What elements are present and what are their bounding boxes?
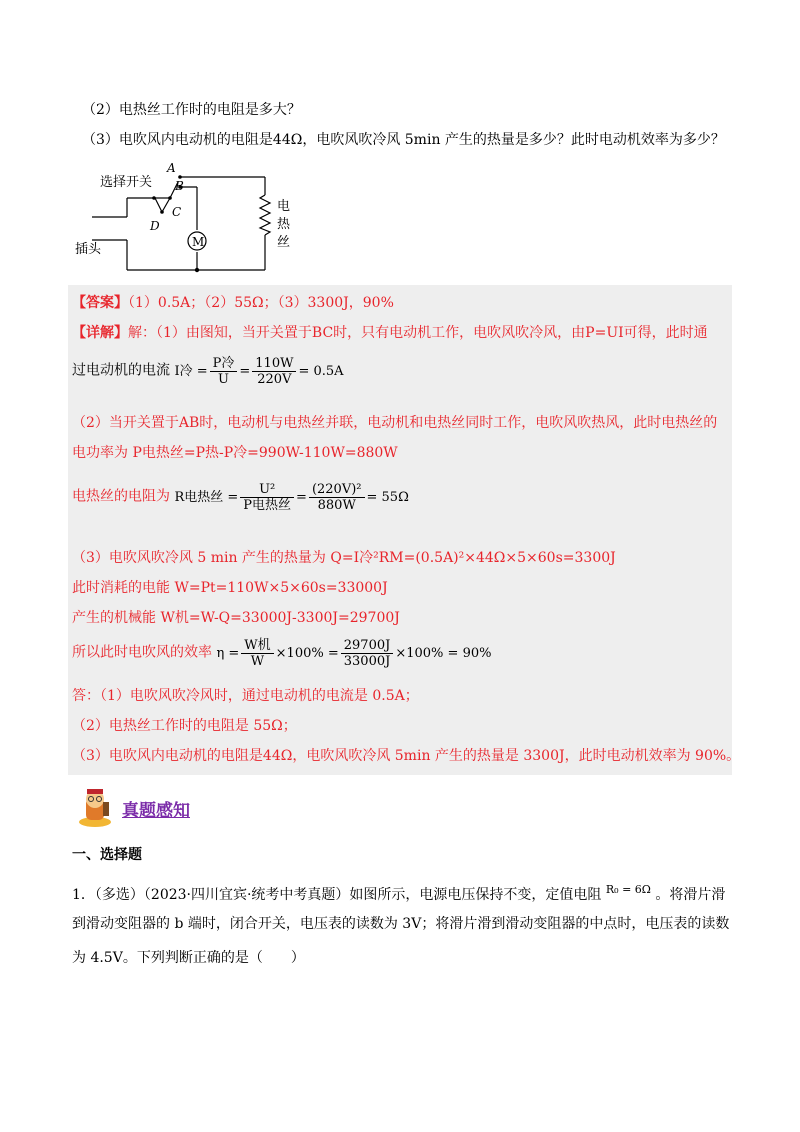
- section-heading: 真题感知: [122, 801, 190, 821]
- point-b-label: B: [175, 179, 184, 193]
- detail-line-6: （3）电吹风吹冷风 5 min 产生的热量为 Q=I冷²RM=(0.5A)²×44Ω×5×60s=3300J: [72, 550, 616, 566]
- current-formula: I冷 = $\frac{\text{P冷}}{U}$ = $\frac{110W}{220V}$ = 0.5A: [174, 356, 344, 387]
- resistance-formula: R电热丝 = $\frac{\text{U²}}{\text{P电热丝}}$ = $\frac{\text{(220V)²}}{880W}$ = 55Ω: [174, 482, 409, 513]
- heater-label-1: 电: [277, 199, 291, 214]
- detail-line-9: 所以此时电吹风的效率 η = $\frac{\text{W机}}{W}$ ×100% = $\frac{29700J}{33000J}$ ×100% = 90%: [72, 638, 492, 669]
- heater-label-3: 丝: [277, 235, 291, 250]
- heater-label-2: 热: [277, 217, 291, 232]
- detail-line-1: 【详解】解：（1）由图知，当开关置于BC时，只有电动机工作，电吹风吹冷风，由P=UI可得，此时通: [72, 325, 708, 341]
- problem-1-line-2: 到滑动变阻器的 b 端时，闭合开关，电压表的读数为 3V；将滑片滑到滑动变阻器的中点时，电压表的读数: [72, 916, 730, 932]
- answer-line: [72, 293, 394, 313]
- detail-line-4: 电功率为 P电热丝=P热-P冷=990W-110W=880W: [72, 445, 398, 461]
- detail-tag: 【详解】: [72, 325, 128, 341]
- plug-label: 插头: [75, 242, 102, 257]
- detail-line-8: 产生的机械能 W机=W-Q=33000J-3300J=29700J: [72, 610, 400, 626]
- conclusion-line-3: （3）电吹风内电动机的电阻是44Ω，电吹风吹冷风 5min 产生的热量是 3300J，此时电动机效率为 90%。: [72, 748, 741, 764]
- question-2: （2）电热丝工作时的电阻是多大？: [82, 102, 301, 118]
- point-a-label: A: [167, 161, 176, 175]
- conclusion-line-2: （2）电热丝工作时的电阻是 55Ω；: [72, 718, 297, 734]
- point-d-label: D: [150, 219, 160, 233]
- detail-line-2: 过电动机的电流 I冷 = $\frac{\text{P冷}}{U}$ = $\frac{110W}{220V}$ = 0.5A: [72, 356, 344, 387]
- conclusion-line-1: 答：（1）电吹风吹冷风时，通过电动机的电流是 0.5A；: [72, 688, 419, 704]
- answer-tag: 【答案】: [72, 295, 128, 311]
- answer-text: （1）0.5A；（2）55Ω；（3）3300J，90%: [128, 295, 394, 311]
- motor-label: M: [192, 235, 205, 249]
- detail-line-3: （2）当开关置于AB时，电动机与电热丝并联，电动机和电热丝同时工作，电吹风吹热风，此时电热丝的: [72, 415, 718, 431]
- switch-label: 选择开关: [100, 175, 153, 190]
- detail-line-5: 电热丝的电阻为 R电热丝 = $\frac{\text{U²}}{\text{P电热丝}}$ = $\frac{\text{(220V)²}}{880W}$ = 55Ω: [72, 482, 409, 513]
- point-c-label: C: [172, 205, 182, 219]
- problem-1-line-1: 1．（多选）（2023·四川宜宾·统考中考真题）如图所示，电源电压保持不变，定值电阻 $^{R_0 = 6\Omega}$ 。将滑片滑: [72, 883, 726, 903]
- detail-line-7: 此时消耗的电能 W=Pt=110W×5×60s=33000J: [72, 580, 388, 596]
- question-type-title: 一、选择题: [72, 847, 142, 863]
- mascot-icon: [75, 786, 115, 828]
- problem-1-line-3: 为 4.5V。下列判断正确的是（ ）: [72, 950, 305, 966]
- r0-formula: R₀ = 6Ω: [605, 883, 651, 896]
- question-3: （3）电吹风内电动机的电阻是44Ω，电吹风吹冷风 5min 产生的热量是多少？此时电动机效率为多少？: [82, 132, 725, 148]
- efficiency-formula: η = $\frac{\text{W机}}{W}$ ×100% = $\frac{29700J}{33000J}$ ×100% = 90%: [216, 638, 492, 669]
- circuit-diagram: [70, 160, 310, 280]
